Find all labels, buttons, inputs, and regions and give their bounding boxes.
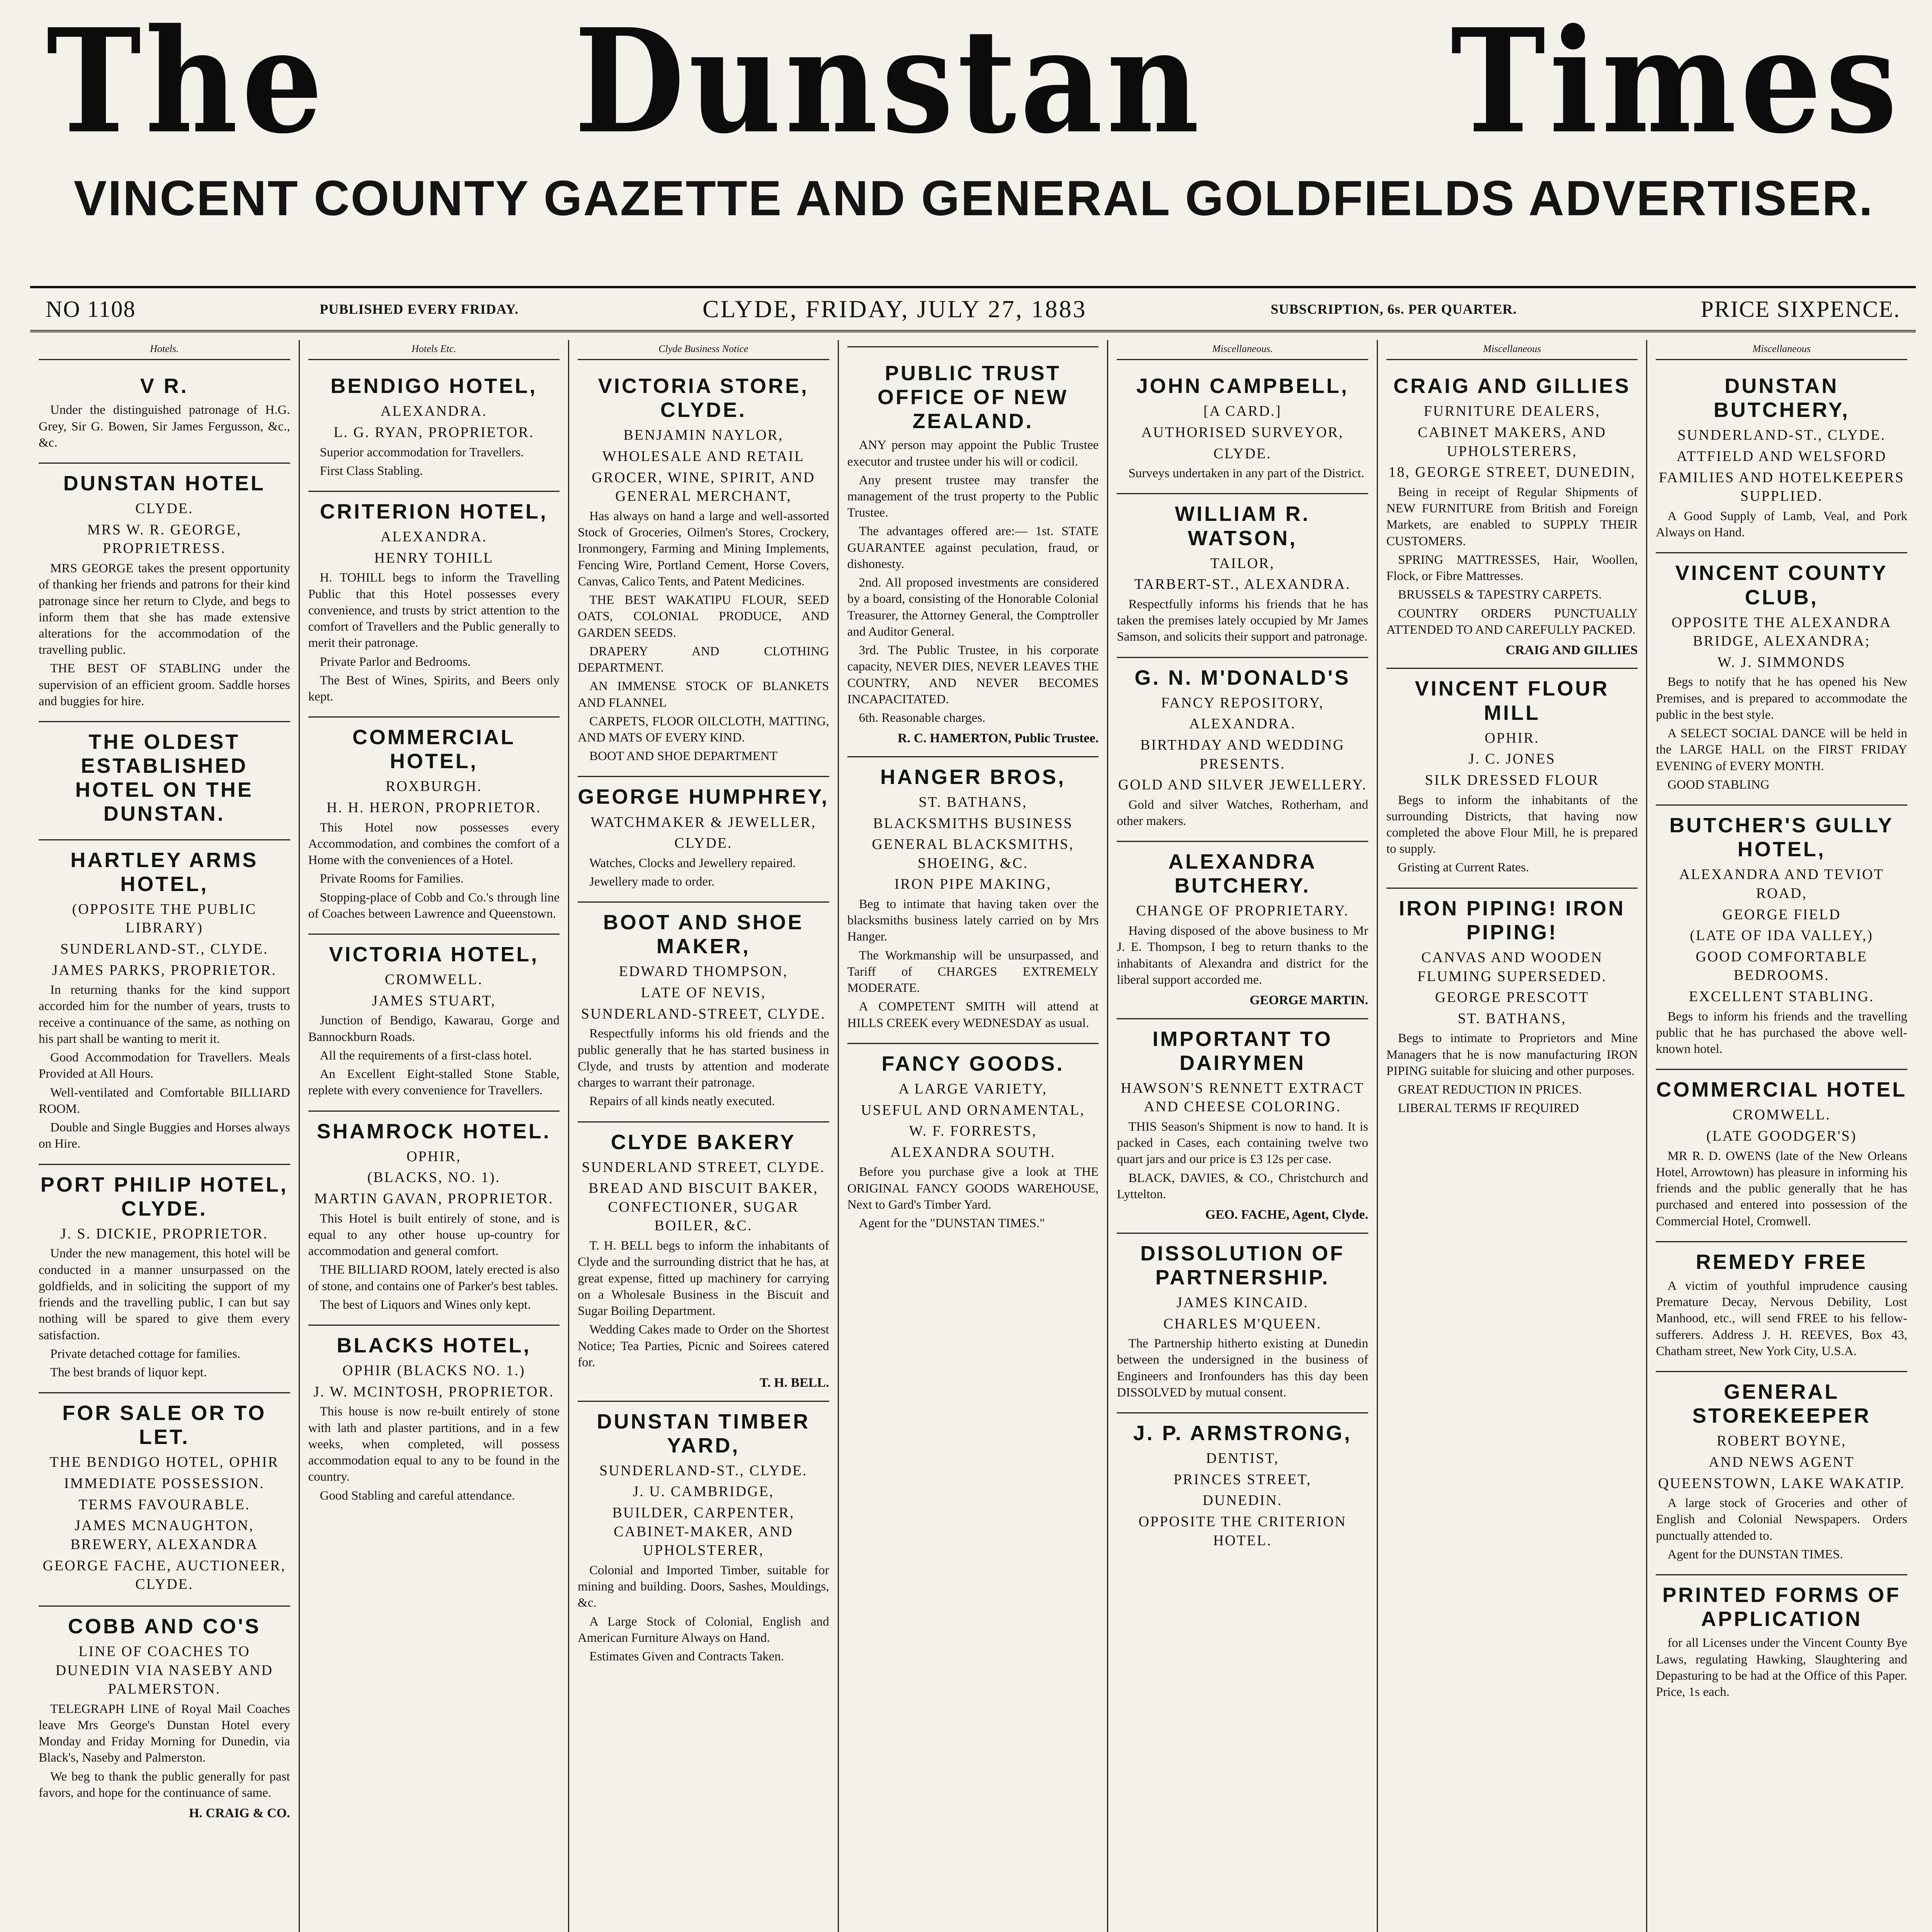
ad-line: HENRY TOHILL xyxy=(374,549,494,566)
ad-line: H. H. HERON, PROPRIETOR. xyxy=(326,799,541,816)
ad-paragraph: AN IMMENSE STOCK OF BLANKETS AND FLANNEL xyxy=(578,679,829,710)
ad-line: ALEXANDRA. xyxy=(1189,716,1296,732)
ad-line: BUILDER, CARPENTER, CABINET-MAKER, AND UPHOLSTERER, xyxy=(612,1504,795,1559)
ad-line: ROXBURGH. xyxy=(385,778,482,795)
title-word-times: Times xyxy=(1451,0,1901,165)
title-word-dunstan: Dunstan xyxy=(574,0,1203,165)
ad-line: CROMWELL. xyxy=(1732,1107,1831,1123)
ad-line: GOOD COMFORTABLE BEDROOMS. xyxy=(1696,948,1868,984)
ad-title: VINCENT FLOUR MILL xyxy=(1415,677,1609,724)
issue-price: PRICE SIXPENCE. xyxy=(1701,296,1900,322)
advertisement xyxy=(578,366,829,777)
ad-paragraph: The Best of Wines, Spirits, and Beers only kept. xyxy=(308,673,560,704)
advertisement xyxy=(1386,669,1638,888)
ad-title: THE OLDEST ESTABLISHED HOTEL ON THE DUNSTAN. xyxy=(75,730,253,826)
advertisement xyxy=(578,903,829,1122)
ad-title: FANCY GOODS. xyxy=(881,1052,1065,1075)
ad-line: LINE OF COACHES TO DUNEDIN VIA NASEBY AND PALMERSTON. xyxy=(55,1643,273,1697)
ad-paragraph: 2nd. All proposed investments are considered by a board, consisting of the Honorable Colonial Treasurer, the Attorney General, the Comptroller and Auditor General. xyxy=(847,576,1099,639)
title-word-the: The xyxy=(46,0,327,165)
ad-line: JAMES PARKS, PROPRIETOR. xyxy=(52,962,277,978)
ad-line: CLYDE. xyxy=(674,835,733,852)
column-1 xyxy=(30,340,300,1932)
ad-paragraph: The best of Liquors and Wines only kept. xyxy=(320,1298,531,1312)
ad-line: CHANGE OF PROPRIETARY. xyxy=(1136,903,1349,919)
ad-line: GEORGE FIELD xyxy=(1722,906,1841,923)
ad-paragraph: Colonial and Imported Timber, suitable for mining and building. Doors, Sashes, Mouldings, &c. xyxy=(578,1563,829,1610)
ad-signature: GEO. FACHE, Agent, Clyde. xyxy=(1205,1208,1368,1222)
ad-line: JAMES KINCAID. xyxy=(1176,1294,1309,1311)
newspaper-title xyxy=(46,0,1901,165)
ad-line: J. S. DICKIE, PROPRIETOR. xyxy=(60,1225,269,1242)
column-header: Miscellaneous xyxy=(1656,340,1907,360)
ad-paragraph: A COMPETENT SMITH will attend at HILLS CREEK every WEDNESDAY as usual. xyxy=(847,1000,1099,1030)
ad-paragraph: Private Parlor and Bedrooms. xyxy=(320,655,471,669)
ad-paragraph: Repairs of all kinds neatly executed. xyxy=(589,1094,775,1109)
issue-date: CLYDE, FRIDAY, JULY 27, 1883 xyxy=(702,295,1087,323)
advertisement xyxy=(39,1165,290,1394)
ad-paragraph: Well-ventilated and Comfortable BILLIARD ROOM. xyxy=(39,1085,290,1116)
column-header: Miscellaneous xyxy=(1386,340,1638,360)
ad-paragraph: Having disposed of the above business to Mr J. E. Thompson, I beg to return thanks to the inhabitants of Alexandra and district for the liberal support accorded me. xyxy=(1117,924,1368,987)
ad-line: ROBERT BOYNE, xyxy=(1716,1433,1847,1449)
ad-title: V R. xyxy=(140,374,189,398)
ad-title: ALEXANDRA BUTCHERY. xyxy=(1168,850,1317,898)
ad-line: J. U. CAMBRIDGE, xyxy=(633,1483,774,1500)
ad-line: JAMES MCNAUGHTON, BREWERY, ALEXANDRA xyxy=(70,1517,259,1553)
ad-paragraph: Any present trustee may transfer the management of the trust property to the Public Trustee. xyxy=(847,473,1099,520)
ad-paragraph: BRUSSELS & TAPESTRY CARPETS. xyxy=(1398,588,1602,602)
advertisement xyxy=(308,718,560,935)
advertisement xyxy=(39,722,290,840)
ad-paragraph: Gold and silver Watches, Rotherham, and other makers. xyxy=(1117,798,1368,828)
ad-line: THE BENDIGO HOTEL, OPHIR xyxy=(49,1454,279,1471)
ad-line: IMMEDIATE POSSESSION. xyxy=(64,1475,265,1492)
newspaper-columns xyxy=(30,340,1916,1932)
ad-paragraph: Double and Single Buggies and Horses always on Hire. xyxy=(39,1121,290,1151)
advertisement xyxy=(39,1393,290,1607)
column-5 xyxy=(1108,340,1378,1932)
ad-title: G. N. M'DONALD'S xyxy=(1134,666,1350,689)
column-header: Hotels. xyxy=(39,340,290,360)
ad-paragraph: LIBERAL TERMS IF REQUIRED xyxy=(1398,1101,1579,1116)
ad-line: GENERAL BLACKSMITHS, SHOEING, &C. xyxy=(872,836,1074,871)
ad-title: GEORGE HUMPHREY, xyxy=(578,785,829,809)
advertisement xyxy=(1117,494,1368,658)
ad-paragraph: Good Accommodation for Travellers. Meals Provided at All Hours. xyxy=(39,1051,290,1081)
ad-line: ALEXANDRA. xyxy=(380,403,487,420)
advertisement xyxy=(1656,1575,1907,1712)
ad-title: COMMERCIAL HOTEL xyxy=(1656,1078,1907,1102)
ad-line: GEORGE FACHE, AUCTIONEER, CLYDE. xyxy=(43,1557,286,1593)
ad-paragraph: The Workmanship will be unsurpassed, and Tariff of CHARGES EXTREMELY MODERATE. xyxy=(847,948,1099,995)
ad-line: W. F. FORRESTS, xyxy=(909,1123,1037,1139)
ad-line: ALEXANDRA AND TEVIOT ROAD, xyxy=(1679,866,1884,901)
issue-info-bar xyxy=(30,286,1916,332)
publication-frequency: PUBLISHED EVERY FRIDAY. xyxy=(320,301,519,317)
ad-paragraph: THE BILLIARD ROOM, lately erected is also of stone, and contains one of Parker's best tables. xyxy=(308,1263,560,1293)
ad-signature: R. C. HAMERTON, Public Trustee. xyxy=(898,731,1099,746)
ad-paragraph: Watches, Clocks and Jewellery repaired. xyxy=(589,856,796,870)
ad-signature: GEORGE MARTIN. xyxy=(1250,993,1368,1008)
ad-line: [A CARD.] xyxy=(1203,403,1282,420)
ad-line: MRS W. R. GEORGE, PROPRIETRESS. xyxy=(87,521,242,557)
advertisement xyxy=(578,1402,829,1677)
ad-paragraph: TELEGRAPH LINE of Royal Mail Coaches leave Mrs George's Dunstan Hotel every Monday and Friday Morning for Dunedin, via Black's, Naseby and Palmerston. xyxy=(39,1702,290,1765)
ad-paragraph: The advantages offered are:— 1st. STATE GUARANTEE against peculation, fraud, or dishonesty. xyxy=(847,524,1099,571)
ad-line: OPPOSITE THE CRITERION HOTEL. xyxy=(1138,1514,1347,1549)
advertisement xyxy=(308,492,560,718)
advertisement xyxy=(578,1122,829,1402)
ad-line: CLYDE. xyxy=(1213,445,1272,462)
ad-line: WATCHMAKER & JEWELLER, xyxy=(590,814,816,830)
ad-title: VICTORIA STORE, CLYDE. xyxy=(598,374,809,422)
advertisement xyxy=(39,1607,290,1831)
ad-title: IRON PIPING! IRON PIPING! xyxy=(1399,896,1626,944)
ad-title: WILLIAM R. WATSON, xyxy=(1175,502,1310,550)
ad-paragraph: We beg to thank the public generally for past favors, and hope for the continuance of same. xyxy=(39,1769,290,1800)
ad-line: (LATE GOODGER'S) xyxy=(1706,1128,1857,1145)
ad-line: CHARLES M'QUEEN. xyxy=(1163,1315,1322,1332)
ad-paragraph: THE BEST WAKATIPU FLOUR, SEED OATS, COLONIAL PRODUCE, AND GARDEN SEEDS. xyxy=(578,593,829,640)
ad-paragraph: MRS GEORGE takes the present opportunity of thanking her friends and patrons for their kind patronage since her return to Clyde, and begs to inform them that she has made extensive alterations for the accommodation of the travelling public. xyxy=(39,561,290,657)
ad-line: BLACKSMITHS BUSINESS xyxy=(873,815,1073,832)
ad-line: JAMES STUART, xyxy=(372,992,496,1009)
ad-paragraph: First Class Stabling. xyxy=(320,464,423,478)
ad-signature: CRAIG AND GILLIES xyxy=(1505,643,1638,657)
advertisement xyxy=(578,777,829,903)
advertisement xyxy=(1656,806,1907,1070)
ad-line: IRON PIPE MAKING, xyxy=(894,876,1052,893)
ad-paragraph: MR R. D. OWENS (late of the New Orleans Hotel, Arrowtown) has pleasure in informing his friends and the public generally that he has purchased and entered into possession of the Commercial Hotel, Cromwell. xyxy=(1656,1149,1908,1228)
ad-line: FURNITURE DEALERS, xyxy=(1423,403,1600,420)
ad-line: EDWARD THOMPSON, xyxy=(619,963,788,980)
ad-paragraph: COUNTRY ORDERS PUNCTUALLY ATTENDED TO AND CAREFULLY PACKED. xyxy=(1386,606,1638,637)
ad-paragraph: Wedding Cakes made to Order on the Shortest Notice; Tea Parties, Picnic and Soirees catered for. xyxy=(578,1323,829,1369)
ad-paragraph: A SELECT SOCIAL DANCE will be held in the LARGE HALL on the FIRST FRIDAY EVENING of EVERY MONTH. xyxy=(1656,726,1908,773)
ad-line: (OPPOSITE THE PUBLIC LIBRARY) xyxy=(72,901,257,936)
ad-paragraph: Being in receipt of Regular Shipments of NEW FURNITURE from British and Foreign Markets, are enabled to SUPPLY THEIR CUSTOMERS. xyxy=(1386,485,1638,548)
ad-paragraph: Begs to inform the inhabitants of the surrounding Districts, that having now completed the above Flour Mill, he is prepared to supply. xyxy=(1386,793,1638,856)
ad-paragraph: A large stock of Groceries and other of English and Colonial Newspapers. Orders punctually attended to. xyxy=(1656,1496,1908,1543)
column-header: Clyde Business Notice xyxy=(578,340,829,360)
ad-line: AND NEWS AGENT xyxy=(1708,1454,1855,1470)
ad-paragraph: An Excellent Eight-stalled Stone Stable, replete with every convenience for Travellers. xyxy=(308,1067,560,1098)
ad-paragraph: for all Licenses under the Vincent County Bye Laws, regulating Hawking, Slaughtering and Depasturing to be had at the Office of this Paper. Price, 1s each. xyxy=(1656,1636,1908,1699)
ad-line: PRINCES STREET, xyxy=(1173,1471,1311,1488)
ad-title: CLYDE BAKERY xyxy=(611,1130,796,1154)
ad-line: CANVAS AND WOODEN FLUMING SUPERSEDED. xyxy=(1417,949,1607,985)
ad-title: J. P. ARMSTRONG, xyxy=(1133,1422,1352,1445)
ad-line: (LATE OF IDA VALLEY,) xyxy=(1690,927,1874,944)
advertisement xyxy=(308,1112,560,1326)
ad-signature: H. CRAIG & CO. xyxy=(189,1806,290,1821)
ad-line: W. J. SIMMONDS xyxy=(1717,654,1846,670)
ad-line: A LARGE VARIETY, xyxy=(898,1080,1048,1097)
ad-paragraph: Respectfully informs his old friends and the public generally that he has started business in Clyde, and trusts by attention and moderate charges to warrant their patronage. xyxy=(578,1027,829,1090)
advertisement xyxy=(1656,1372,1907,1575)
ad-paragraph: In returning thanks for the kind support accorded him for the number of years, trusts to receive a continuance of the same, as nothing on his part shall be wanting to merit it. xyxy=(39,983,290,1046)
advertisement xyxy=(1117,1413,1368,1561)
advertisement xyxy=(1386,889,1638,1128)
ad-title: DUNSTAN BUTCHERY, xyxy=(1713,374,1850,422)
ad-paragraph: SPRING MATTRESSES, Hair, Woollen, Flock, or Fibre Mattresses. xyxy=(1386,553,1638,583)
ad-title: DISSOLUTION OF PARTNERSHIP. xyxy=(1140,1242,1345,1289)
advertisement xyxy=(39,840,290,1165)
ad-paragraph: Begs to notify that he has opened his New Premises, and is prepared to accommodate the public in the best style. xyxy=(1656,675,1908,722)
ad-title: VICTORIA HOTEL, xyxy=(329,943,539,966)
issue-number: NO 1108 xyxy=(46,296,136,322)
ad-line: OPHIR (BLACKS NO. 1.) xyxy=(342,1362,526,1379)
ad-line: GROCER, WINE, SPIRIT, AND GENERAL MERCHANT, xyxy=(592,469,815,505)
ad-title: CRITERION HOTEL, xyxy=(320,500,548,524)
ad-paragraph: T. H. BELL begs to inform the inhabitants of Clyde and the surrounding district that he has, at great expense, fitted up machinery for carrying on a Wholesale Business in the Biscuit and Sugar Boiling Department. xyxy=(578,1239,829,1318)
ad-paragraph: Junction of Bendigo, Kawarau, Gorge and Bannockburn Roads. xyxy=(308,1014,560,1044)
ad-line: TARBERT-ST., ALEXANDRA. xyxy=(1134,576,1351,593)
ad-line: FAMILIES AND HOTELKEEPERS SUPPLIED. xyxy=(1658,469,1905,505)
ad-paragraph: GOOD STABLING xyxy=(1667,777,1770,792)
ad-paragraph: 6th. Reasonable charges. xyxy=(859,711,986,725)
ad-line: DENTIST, xyxy=(1206,1450,1279,1467)
ad-line: TAILOR, xyxy=(1210,555,1275,571)
column-4 xyxy=(839,340,1109,1932)
ad-title: COMMERCIAL HOTEL, xyxy=(352,726,515,773)
ad-line: GEORGE PRESCOTT xyxy=(1435,989,1589,1006)
ad-paragraph: THIS Season's Shipment is now to hand. It is packed in Cases, each containing twelve two quart jars and our price is £3 12s per case. xyxy=(1117,1120,1368,1167)
advertisement xyxy=(1656,366,1907,553)
ad-title: JOHN CAMPBELL, xyxy=(1136,374,1349,398)
ad-line: QUEENSTOWN, LAKE WAKATIP. xyxy=(1658,1475,1905,1492)
ad-line: DUNEDIN. xyxy=(1202,1492,1282,1509)
subscription-price: SUBSCRIPTION, 6s. PER QUARTER. xyxy=(1270,301,1517,317)
ad-title: IMPORTANT TO DAIRYMEN xyxy=(1152,1027,1333,1075)
ad-title: BOOT AND SHOE MAKER, xyxy=(603,911,804,958)
ad-line: OPHIR. xyxy=(1485,730,1539,746)
ad-paragraph: All the requirements of a first-class hotel. xyxy=(320,1048,532,1063)
advertisement xyxy=(1117,842,1368,1019)
ad-line: L. G. RYAN, PROPRIETOR. xyxy=(333,424,534,440)
ad-line: OPPOSITE THE ALEXANDRA BRIDGE, ALEXANDRA; xyxy=(1671,614,1892,650)
ad-paragraph: Has always on hand a large and well-assorted Stock of Groceries, Oilmen's Stores, Crockery, Ironmongery, Farming and Mining Implements, Fencing Wire, Portland Cement, Horse Covers, Canvas, Calico Tents, and Patent Medicines. xyxy=(578,509,829,588)
ad-paragraph: Jewellery made to order. xyxy=(589,875,715,889)
ad-line: USEFUL AND ORNAMENTAL, xyxy=(861,1102,1085,1118)
masthead xyxy=(46,0,1901,278)
ad-line: HAWSON'S RENNETT EXTRACT AND CHEESE COLORING. xyxy=(1121,1080,1364,1115)
ad-line: J. C. JONES xyxy=(1468,751,1556,767)
ad-line: ALEXANDRA SOUTH. xyxy=(890,1144,1056,1160)
ad-line: BENJAMIN NAYLOR, xyxy=(623,427,784,444)
ad-line: TERMS FAVOURABLE. xyxy=(78,1496,250,1513)
ad-line: ATTFIELD AND WELSFORD xyxy=(1676,448,1887,465)
column-6 xyxy=(1378,340,1648,1932)
ad-title: SHAMROCK HOTEL. xyxy=(316,1119,551,1143)
ad-line: OPHIR, xyxy=(406,1148,461,1165)
ad-line: CROMWELL. xyxy=(384,971,483,988)
ad-paragraph: DRAPERY AND CLOTHING DEPARTMENT. xyxy=(578,644,829,675)
ad-paragraph: Agent for the DUNSTAN TIMES. xyxy=(1667,1547,1843,1561)
ad-paragraph: Private Rooms for Families. xyxy=(320,872,464,886)
newspaper-subtitle: VINCENT COUNTY GAZETTE AND GENERAL GOLDFIELDS ADVERTISER. xyxy=(73,171,1874,226)
ad-paragraph: A Large Stock of Colonial, English and American Furniture Always on Hand. xyxy=(578,1614,829,1645)
advertisement xyxy=(1386,366,1638,669)
ad-paragraph: Begs to inform his friends and the travelling public that he has purchased the above well-known hotel. xyxy=(1656,1009,1908,1056)
ad-line: ST. BATHANS, xyxy=(918,794,1027,810)
ad-title: CRAIG AND GILLIES xyxy=(1393,374,1631,398)
ad-paragraph: Good Stabling and careful attendance. xyxy=(320,1488,515,1503)
ad-paragraph: Private detached cottage for families. xyxy=(50,1347,241,1361)
ad-line: MARTIN GAVAN, PROPRIETOR. xyxy=(314,1190,554,1207)
ad-title: DUNSTAN TIMBER YARD, xyxy=(597,1410,810,1457)
ad-title: PRINTED FORMS OF APPLICATION xyxy=(1662,1583,1901,1631)
ad-line: LATE OF NEVIS, xyxy=(641,985,766,1001)
ad-paragraph: Beg to intimate that having taken over the blacksmiths business lately carried on by Mrs Hanger. xyxy=(847,897,1099,944)
ad-line: J. W. MCINTOSH, PROPRIETOR. xyxy=(313,1383,554,1400)
advertisement xyxy=(308,935,560,1112)
advertisement xyxy=(1117,366,1368,494)
ad-paragraph: THE BEST OF STABLING under the supervision of an efficient groom. Saddle horses and buggies for hire. xyxy=(39,662,290,708)
ad-title: BLACKS HOTEL, xyxy=(337,1334,531,1357)
ad-line: SUNDERLAND STREET, CLYDE. xyxy=(582,1159,825,1175)
advertisement xyxy=(1117,658,1368,842)
column-header: Miscellaneous. xyxy=(1117,340,1368,360)
ad-title: DUNSTAN HOTEL xyxy=(63,472,265,495)
ad-line: 18, GEORGE STREET, DUNEDIN, xyxy=(1388,464,1636,481)
ad-paragraph: 3rd. The Public Trustee, in his corporate capacity, NEVER DIES, NEVER LEAVES THE COUNTRY, AND NEVER BECOMES INCAPACITATED. xyxy=(847,643,1099,706)
ad-line: SUNDERLAND-ST., CLYDE. xyxy=(1677,427,1886,444)
ad-paragraph: This Hotel is built entirely of stone, and is equal to any other house up-country for accommodation and general comfort. xyxy=(308,1211,560,1259)
advertisement xyxy=(39,366,290,464)
ad-line: BIRTHDAY AND WEDDING PRESENTS. xyxy=(1140,736,1345,772)
ad-title: PUBLIC TRUST OFFICE OF NEW ZEALAND. xyxy=(878,362,1068,433)
ad-paragraph: The best brands of liquor kept. xyxy=(50,1366,207,1379)
ad-paragraph: Begs to intimate to Proprietors and Mine Managers that he is now manufacturing IRON PIPING suitable for sluicing and other purposes. xyxy=(1386,1031,1638,1078)
ad-line: ST. BATHANS, xyxy=(1458,1010,1566,1027)
ad-paragraph: A victim of youthful imprudence causing Premature Decay, Nervous Debility, Lost Manhood, etc., will send FREE to his fellow-sufferers. Address J. H. REEVES, Box 43, Chatham street, New York City, U.S.A. xyxy=(1656,1279,1908,1358)
ad-line: WHOLESALE AND RETAIL xyxy=(602,448,805,465)
advertisement xyxy=(39,464,290,722)
advertisement xyxy=(847,354,1099,757)
ad-line: SUNDERLAND-STREET, CLYDE. xyxy=(581,1005,826,1022)
column-header xyxy=(847,340,1099,347)
ad-paragraph: Respectfully informs his friends that he has taken the premises lately occupied by Mr James Samson, and solicits their support and patronage. xyxy=(1117,597,1368,644)
ad-line: GOLD AND SILVER JEWELLERY. xyxy=(1118,777,1367,793)
ad-paragraph: Before you purchase give a look at THE ORIGINAL FANCY GOODS WAREHOUSE, Next to Gard's Timber Yard. xyxy=(847,1165,1099,1212)
ad-paragraph: Superior accommodation for Travellers. xyxy=(320,445,524,459)
ad-title: HANGER BROS, xyxy=(880,765,1066,789)
ad-title: BENDIGO HOTEL, xyxy=(330,374,537,398)
advertisement xyxy=(1656,1242,1907,1372)
ad-paragraph: This Hotel now possesses every Accommodation, and combines the comfort of a Home with the conveniences of a Hotel. xyxy=(308,820,560,867)
column-7 xyxy=(1647,340,1916,1932)
ad-paragraph: Stopping-place of Cobb and Co.'s through line of Coaches between Lawrence and Queenstown. xyxy=(308,890,560,921)
ad-line: SUNDERLAND-ST., CLYDE. xyxy=(60,940,269,957)
ad-paragraph: H. TOHILL begs to inform the Travelling Public that this Hotel possesses every convenience, and trusts by strict attention to the comfort of Travellers and the Public generally to merit their patronage. xyxy=(308,571,560,650)
ad-line: EXCELLENT STABLING. xyxy=(1689,988,1874,1005)
ad-paragraph: Estimates Given and Contracts Taken. xyxy=(589,1649,784,1663)
column-2 xyxy=(300,340,570,1932)
ad-paragraph: Surveys undertaken in any part of the District. xyxy=(1128,466,1364,481)
advertisement xyxy=(1656,1070,1907,1242)
ad-paragraph: This house is now re-built entirely of stone with lath and plaster partitions, and in a few weeks, when completed, will possess accommodation equal to any to be found in the country. xyxy=(308,1405,560,1484)
ad-line: BREAD AND BISCUIT BAKER, CONFECTIONER, SUGAR BOILER, &C. xyxy=(588,1180,818,1234)
ad-title: BUTCHER'S GULLY HOTEL, xyxy=(1669,814,1894,861)
ad-title: HARTLEY ARMS HOTEL, xyxy=(70,848,259,896)
ad-paragraph: GREAT REDUCTION IN PRICES. xyxy=(1398,1083,1582,1097)
ad-title: GENERAL STOREKEEPER xyxy=(1692,1380,1871,1428)
ad-line: ALEXANDRA. xyxy=(380,529,487,545)
ad-line: (BLACKS, NO. 1). xyxy=(367,1169,501,1186)
ad-paragraph: Under the new management, this hotel will be conducted in a manner unsurpassed on the goldfields, and in soliciting the support of my friends and the travelling public, I can but say nothing will be spared to give them every satisfaction. xyxy=(39,1247,290,1342)
ad-paragraph: The Partnership hitherto existing at Dunedin between the undersigned in the business of Engineers and Ironfounders has this day been DISSOLVED by mutual consent. xyxy=(1117,1337,1368,1400)
advertisement xyxy=(308,1326,560,1515)
advertisement xyxy=(1117,1019,1368,1234)
ad-title: FOR SALE OR TO LET. xyxy=(62,1401,267,1449)
advertisement xyxy=(308,366,560,492)
advertisement xyxy=(847,1044,1099,1243)
ad-line: CLYDE. xyxy=(135,500,194,517)
ad-line: SUNDERLAND-ST., CLYDE. xyxy=(599,1462,808,1479)
ad-title: PORT PHILIP HOTEL, CLYDE. xyxy=(40,1173,288,1220)
advertisement xyxy=(1656,553,1907,806)
ad-paragraph: BLACK, DAVIES, & CO., Christchurch and Lyttelton. xyxy=(1117,1171,1368,1201)
ad-paragraph: Under the distinguished patronage of H.G. Grey, Sir G. Bowen, Sir James Fergusson, &c., &c. xyxy=(39,403,290,450)
column-header: Hotels Etc. xyxy=(308,340,560,360)
ad-title: COBB AND CO'S xyxy=(68,1614,261,1638)
advertisement xyxy=(1117,1234,1368,1413)
ad-line: CABINET MAKERS, AND UPHOLSTERERS, xyxy=(1418,424,1607,459)
ad-title: VINCENT COUNTY CLUB, xyxy=(1675,561,1888,609)
ad-title: REMEDY FREE xyxy=(1696,1250,1867,1274)
ad-paragraph: ANY person may appoint the Public Trustee executor and trustee under his will or codicil. xyxy=(847,438,1099,469)
ad-paragraph: Agent for the "DUNSTAN TIMES." xyxy=(859,1216,1045,1231)
ad-paragraph: Gristing at Current Rates. xyxy=(1398,861,1529,875)
ad-paragraph: BOOT AND SHOE DEPARTMENT xyxy=(589,749,777,764)
ad-line: SILK DRESSED FLOUR xyxy=(1425,772,1599,788)
ad-paragraph: A Good Supply of Lamb, Veal, and Pork Always on Hand. xyxy=(1656,509,1908,540)
column-3 xyxy=(569,340,839,1932)
ad-line: FANCY REPOSITORY, xyxy=(1161,694,1324,711)
advertisement xyxy=(847,757,1099,1044)
ad-signature: T. H. BELL. xyxy=(759,1375,829,1390)
ad-line: AUTHORISED SURVEYOR, xyxy=(1141,424,1344,440)
ad-paragraph: CARPETS, FLOOR OILCLOTH, MATTING, AND MATS OF EVERY KIND. xyxy=(578,714,829,745)
